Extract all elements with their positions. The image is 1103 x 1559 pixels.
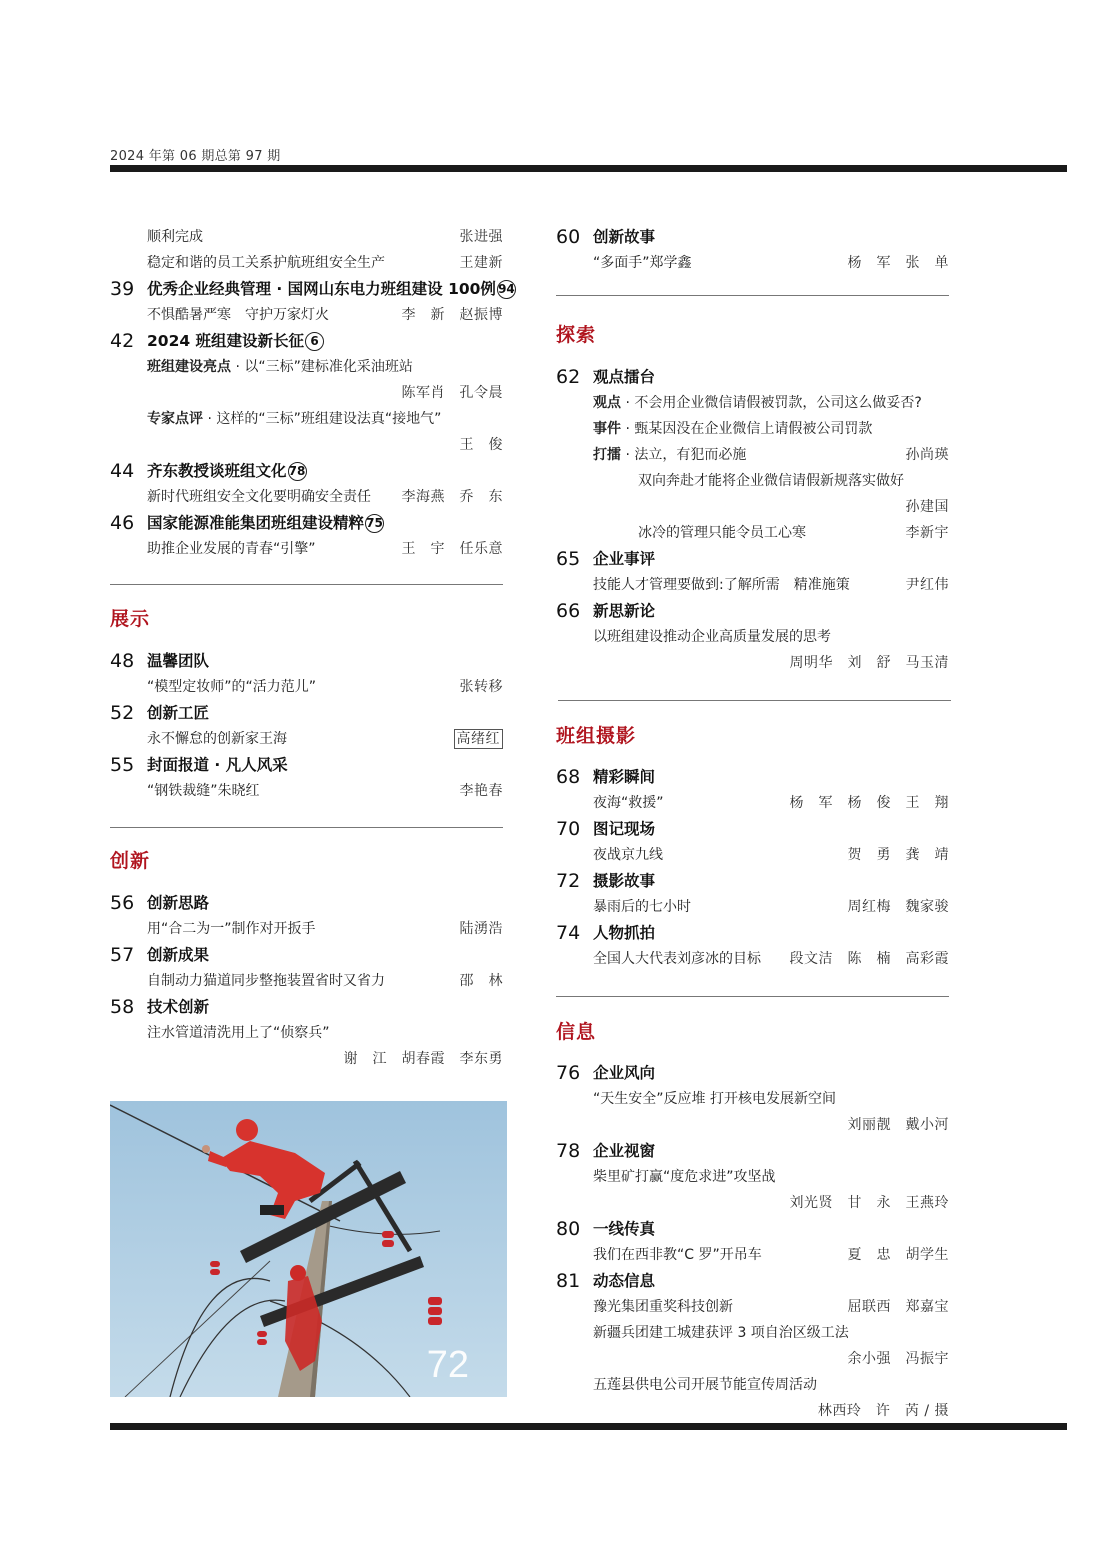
- toc-section-row[interactable]: [556, 816, 949, 842]
- page-number: 58: [110, 996, 135, 1018]
- article-title: [593, 946, 761, 972]
- section-title-text: 技术创新: [147, 998, 210, 1016]
- page-number: 57: [110, 944, 135, 966]
- section-title: [147, 458, 307, 484]
- article-title-text: 夜战京九线: [593, 847, 663, 863]
- article-author: 高绪红: [454, 729, 504, 749]
- section-title: [147, 994, 209, 1020]
- toc-section-row[interactable]: [556, 546, 949, 572]
- page-number: 55: [110, 754, 135, 776]
- zhanshi-toc-list: [110, 648, 503, 804]
- article-title: [147, 916, 316, 942]
- article-author: 张转移: [459, 679, 503, 695]
- section-title-text: 企业事评: [593, 550, 656, 568]
- toc-article-row[interactable]: [556, 1294, 949, 1320]
- toc-article-row[interactable]: [556, 1242, 949, 1268]
- article-title-text: 双向奔赴才能将企业微信请假新规落实做好: [638, 473, 904, 489]
- page-number: 42: [110, 330, 135, 352]
- article-title: [638, 468, 904, 494]
- article-author: 夏 忠 胡学生: [847, 1247, 949, 1263]
- toc-article-row[interactable]: [556, 1346, 949, 1372]
- article-title: [147, 354, 413, 380]
- page-number: 81: [556, 1270, 581, 1292]
- toc-article-row[interactable]: [110, 354, 503, 380]
- section-title-text: 温馨团队: [147, 652, 210, 670]
- article-title-text: 全国人大代表刘彦冰的目标: [593, 951, 761, 967]
- article-title-text: 豫光集团重奖科技创新: [593, 1299, 733, 1315]
- toc-section-row[interactable]: [556, 764, 949, 790]
- page-number: 62: [556, 366, 581, 388]
- toc-section-row[interactable]: [110, 276, 515, 302]
- article-title-text: 稳定和谐的员工关系护航班组安全生产: [147, 255, 385, 271]
- toc-article-row[interactable]: [556, 416, 949, 442]
- article-author: 段文洁 陈 楠 高彩霞: [789, 951, 949, 967]
- article-author: 孙建国: [905, 499, 949, 515]
- section-title: [593, 1138, 655, 1164]
- section-title-text: 企业视窗: [593, 1142, 656, 1160]
- article-title: [593, 572, 850, 598]
- toc-article-row[interactable]: [110, 250, 503, 276]
- article-title-text: 暴雨后的七小时: [593, 899, 691, 915]
- category-title-chuangxin: 创新: [110, 850, 151, 872]
- article-title: [147, 674, 316, 700]
- article-author: 王 宇 任乐意: [401, 541, 503, 557]
- page-number: 68: [556, 766, 581, 788]
- article-author: 李 新 赵振博: [401, 307, 503, 323]
- section-title-text: 2024 班组建设新长征: [147, 332, 305, 350]
- left-toc-list: [110, 224, 515, 562]
- article-title-text: “模型定妆师”的“活力范儿”: [147, 679, 317, 695]
- toc-article-row[interactable]: [556, 1320, 949, 1346]
- article-title: [147, 406, 441, 432]
- article-author: 王 俊: [459, 437, 503, 453]
- article-author: 孙尚瑛: [905, 447, 949, 463]
- toc-article-row[interactable]: [556, 1372, 949, 1398]
- toc-section-row[interactable]: [110, 700, 503, 726]
- article-title: [147, 968, 385, 994]
- section-title: [593, 764, 655, 790]
- article-title-text: 助推企业发展的青春“引擎”: [147, 541, 316, 557]
- article-title-text: 新时代班组安全文化要明确安全责任: [147, 489, 371, 505]
- toc-article-row[interactable]: [110, 1046, 503, 1072]
- article-author: 周红梅 魏家骏: [847, 899, 949, 915]
- toc-section-row[interactable]: [110, 942, 503, 968]
- section-divider: [110, 584, 503, 585]
- toc-section-row[interactable]: [556, 598, 949, 624]
- section-title: [593, 598, 655, 624]
- toc-article-row[interactable]: [110, 674, 503, 700]
- left-column: [110, 224, 515, 1072]
- toc-section-row[interactable]: [556, 224, 949, 250]
- section-title-text: 封面报道 · 凡人风采: [147, 756, 288, 774]
- article-title-text: 以班组建设推动企业高质量发展的思考: [593, 629, 831, 645]
- article-author: 李新宇: [905, 525, 949, 541]
- section-title: [147, 942, 209, 968]
- toc-section-row[interactable]: [556, 1138, 949, 1164]
- article-author: 贺 勇 龚 靖: [847, 847, 949, 863]
- toc-section-row[interactable]: [556, 868, 949, 894]
- article-author: 刘丽靓 戴小河: [847, 1117, 949, 1133]
- bottom-rule: [110, 1423, 1067, 1430]
- article-title: [593, 1164, 776, 1190]
- article-title: [593, 624, 831, 650]
- toc-section-row[interactable]: [110, 458, 503, 484]
- right-top-toc-list: [556, 224, 949, 276]
- article-prefix: 观点: [593, 395, 621, 411]
- article-title-text: “多面手”郑学鑫: [593, 255, 692, 271]
- page-number: 80: [556, 1218, 581, 1240]
- section-divider: [556, 295, 949, 296]
- article-title-text: · 这样的“三标”班组建设法真“接地气”: [203, 411, 442, 427]
- toc-article-row[interactable]: [110, 1020, 503, 1046]
- article-title: [593, 250, 692, 276]
- article-title: [147, 536, 316, 562]
- category-title-xinxi: 信息: [556, 1021, 597, 1043]
- article-title-text: “钢铁裁缝”朱晓红: [147, 783, 260, 799]
- article-author: 谢 江 胡春霞 李东勇: [343, 1051, 503, 1067]
- article-title: [593, 416, 872, 442]
- page-number: 39: [110, 278, 135, 300]
- article-title: [593, 842, 663, 868]
- section-title: [593, 920, 655, 946]
- xinxi-toc-list: [556, 1060, 949, 1424]
- article-title: [147, 726, 287, 752]
- article-title: [593, 390, 922, 416]
- page-number: 44: [110, 460, 135, 482]
- toc-article-row[interactable]: [110, 406, 503, 432]
- article-title-text: 技能人才管理要做到:了解所需 精准施策: [593, 577, 850, 593]
- section-title: [147, 890, 209, 916]
- page-number: 46: [110, 512, 135, 534]
- article-title: [593, 1086, 836, 1112]
- article-title: [147, 250, 385, 276]
- page-number: 78: [556, 1140, 581, 1162]
- right-column: [556, 224, 949, 1424]
- toc-article-row[interactable]: [110, 432, 503, 458]
- toc-article-row[interactable]: [556, 442, 949, 468]
- toc-article-row[interactable]: [556, 468, 949, 494]
- chuangxin-toc-list: [110, 890, 503, 1072]
- section-title-text: 新思新论: [593, 602, 656, 620]
- toc-article-row[interactable]: [556, 494, 949, 520]
- circled-number-badge: 78: [288, 462, 307, 481]
- page-number: 70: [556, 818, 581, 840]
- article-title: [593, 790, 664, 816]
- toc-article-row[interactable]: [556, 520, 949, 546]
- article-prefix: 专家点评: [147, 411, 203, 427]
- article-author: 张进强: [459, 229, 503, 245]
- article-title-text: 用“合二为一”制作对开扳手: [147, 921, 316, 937]
- circled-number-badge: 6: [305, 332, 324, 351]
- article-title-text: · 以“三标”建标准化采油班站: [231, 359, 413, 375]
- section-title: [147, 700, 209, 726]
- category-title-tansuo: 探索: [556, 324, 597, 346]
- article-title: [593, 894, 691, 920]
- toc-section-row[interactable]: [110, 890, 503, 916]
- category-title-sheying: 班组摄影: [556, 725, 637, 747]
- article-title: [147, 302, 329, 328]
- article-title-text: 夜海“救援”: [593, 795, 664, 811]
- article-title-text: 永不懈怠的创新家王海: [147, 731, 287, 747]
- article-title-text: 五莲县供电公司开展节能宣传周活动: [593, 1377, 817, 1393]
- article-prefix: 事件: [593, 421, 621, 437]
- article-title-text: 顺利完成: [147, 229, 203, 245]
- article-title-text: “天生安全”反应堆 打开核电发展新空间: [593, 1091, 836, 1107]
- article-author: 尹红伟: [905, 577, 949, 593]
- article-author: 李海燕 乔 东: [401, 489, 503, 505]
- toc-article-row[interactable]: [556, 1112, 949, 1138]
- section-title-text: 创新思路: [147, 894, 210, 912]
- article-title-text: 自制动力猫道同步整拖装置省时又省力: [147, 973, 385, 989]
- article-title: [593, 1320, 849, 1346]
- article-author: 陆湧浩: [459, 921, 503, 937]
- article-title: [593, 1372, 817, 1398]
- toc-article-row[interactable]: [556, 1164, 949, 1190]
- top-rule: [110, 165, 1067, 172]
- section-title: [147, 276, 516, 302]
- article-title: [593, 442, 746, 468]
- toc-section-row[interactable]: [110, 752, 503, 778]
- article-author: 杨 军 杨 俊 王 翔: [789, 795, 949, 811]
- page-number: 65: [556, 548, 581, 570]
- toc-article-row[interactable]: [110, 778, 503, 804]
- issue-label: 2024 年第 06 期总第 97 期: [110, 149, 281, 164]
- article-title-text: 不惧酷暑严寒 守护万家灯火: [147, 307, 329, 323]
- article-author: 杨 军 张 单: [847, 255, 949, 271]
- article-title: [147, 224, 203, 250]
- section-title: [147, 752, 288, 778]
- toc-article-row[interactable]: [556, 894, 949, 920]
- section-title-text: 观点擂台: [593, 368, 656, 386]
- article-author: 屈联西 郑嘉宝: [847, 1299, 949, 1315]
- section-title-text: 动态信息: [593, 1272, 656, 1290]
- article-author: 王建新: [459, 255, 503, 271]
- article-author: 李艳春: [459, 783, 503, 799]
- section-title: [593, 1060, 655, 1086]
- article-title: [147, 1020, 330, 1046]
- toc-article-row[interactable]: [556, 946, 949, 972]
- section-title-text: 优秀企业经典管理 · 国网山东电力班组建设 100例: [147, 280, 496, 298]
- section-title: [593, 364, 655, 390]
- section-title-text: 摄影故事: [593, 872, 656, 890]
- section-title: [593, 868, 655, 894]
- section-divider: [110, 827, 503, 828]
- page-number: 60: [556, 226, 581, 248]
- section-title-text: 图记现场: [593, 820, 656, 838]
- article-title: [147, 778, 260, 804]
- article-author: 刘光贤 甘 永 王燕玲: [789, 1195, 949, 1211]
- toc-section-row[interactable]: [556, 1060, 949, 1086]
- circled-number-badge: 94: [497, 280, 516, 299]
- toc-article-row[interactable]: [110, 726, 503, 752]
- toc-article-row[interactable]: [110, 536, 503, 562]
- toc-section-row[interactable]: [556, 1268, 949, 1294]
- article-title-text: 柴里矿打赢“度危求进”攻坚战: [593, 1169, 776, 1185]
- article-title-text: 注水管道清洗用上了“侦察兵”: [147, 1025, 330, 1041]
- toc-section-row[interactable]: [556, 920, 949, 946]
- section-title: [593, 816, 655, 842]
- page-number: 76: [556, 1062, 581, 1084]
- section-title: [147, 328, 324, 354]
- section-title-text: 精彩瞬间: [593, 768, 656, 786]
- toc-section-row[interactable]: [110, 648, 503, 674]
- article-title: [638, 520, 806, 546]
- tansuo-toc-list: [556, 364, 949, 676]
- toc-article-row[interactable]: [556, 842, 949, 868]
- toc-article-row[interactable]: [110, 302, 503, 328]
- article-title: [147, 484, 371, 510]
- section-title-text: 创新工匠: [147, 704, 210, 722]
- section-title-text: 企业风向: [593, 1064, 656, 1082]
- section-title-text: 一线传真: [593, 1220, 656, 1238]
- page-number: 56: [110, 892, 135, 914]
- page-number: 74: [556, 922, 581, 944]
- page-number: 48: [110, 650, 135, 672]
- toc-article-row[interactable]: [556, 1190, 949, 1216]
- section-title: [147, 648, 209, 674]
- toc-article-row[interactable]: [110, 916, 503, 942]
- article-title-text: · 法立，有犯而必施: [621, 447, 747, 463]
- article-author: 陈军肖 孔令晨: [401, 385, 503, 401]
- toc-section-row[interactable]: [556, 364, 949, 390]
- section-title-text: 创新成果: [147, 946, 210, 964]
- toc-article-row[interactable]: [556, 624, 949, 650]
- toc-article-row[interactable]: [110, 224, 503, 250]
- toc-section-row[interactable]: [110, 510, 503, 536]
- article-title-text: · 甄某因没在企业微信上请假被公司罚款: [621, 421, 873, 437]
- article-title: [593, 1294, 733, 1320]
- toc-section-row[interactable]: [110, 328, 503, 354]
- article-prefix: 班组建设亮点: [147, 359, 231, 375]
- section-title-text: 创新故事: [593, 228, 656, 246]
- page-number: 72: [556, 870, 581, 892]
- section-title: [593, 1216, 655, 1242]
- article-title-text: 冰冷的管理只能令员工心寒: [638, 525, 806, 541]
- lineman-photo: [110, 1101, 507, 1397]
- section-title: [147, 510, 384, 536]
- article-title: [593, 1242, 762, 1268]
- circled-number-badge: 75: [365, 514, 384, 533]
- article-author: 周明华 刘 舒 马玉清: [789, 655, 949, 671]
- page-number: 52: [110, 702, 135, 724]
- toc-article-row[interactable]: [110, 380, 503, 406]
- page-number: 66: [556, 600, 581, 622]
- toc-article-row[interactable]: [556, 1398, 949, 1424]
- article-author: 余小强 冯振宇: [847, 1351, 949, 1367]
- article-author: 林西玲 许 芮 / 摄: [817, 1403, 949, 1419]
- toc-article-row[interactable]: [556, 390, 949, 416]
- toc-article-row[interactable]: [556, 572, 949, 598]
- section-title: [593, 546, 655, 572]
- section-divider: [556, 996, 949, 997]
- section-divider: [558, 700, 951, 701]
- toc-section-row[interactable]: [556, 1216, 949, 1242]
- article-title-text: 我们在西非教“C 罗”开吊车: [593, 1247, 762, 1263]
- article-title-text: 新疆兵团建工城建获评 3 项自治区级工法: [593, 1325, 849, 1341]
- section-title: [593, 1268, 655, 1294]
- article-prefix: 打擂: [593, 447, 621, 463]
- category-title-zhanshi: 展示: [110, 608, 151, 630]
- article-title-text: · 不会用企业微信请假被罚款，公司这么做妥否?: [621, 395, 922, 411]
- toc-article-row[interactable]: [556, 250, 949, 276]
- section-title-text: 人物抓拍: [593, 924, 656, 942]
- sheying-toc-list: [556, 764, 949, 972]
- toc-article-row[interactable]: [556, 1086, 949, 1112]
- article-author: 邵 林: [459, 973, 503, 989]
- photo-page-number: 72: [426, 1344, 469, 1386]
- section-title: [593, 224, 655, 250]
- section-title-text: 齐东教授谈班组文化: [147, 462, 287, 480]
- section-title-text: 国家能源准能集团班组建设精粹: [147, 514, 365, 532]
- toc-article-row[interactable]: [110, 968, 503, 994]
- toc-article-row[interactable]: [556, 790, 949, 816]
- toc-article-row[interactable]: [556, 650, 949, 676]
- toc-article-row[interactable]: [110, 484, 503, 510]
- toc-section-row[interactable]: [110, 994, 503, 1020]
